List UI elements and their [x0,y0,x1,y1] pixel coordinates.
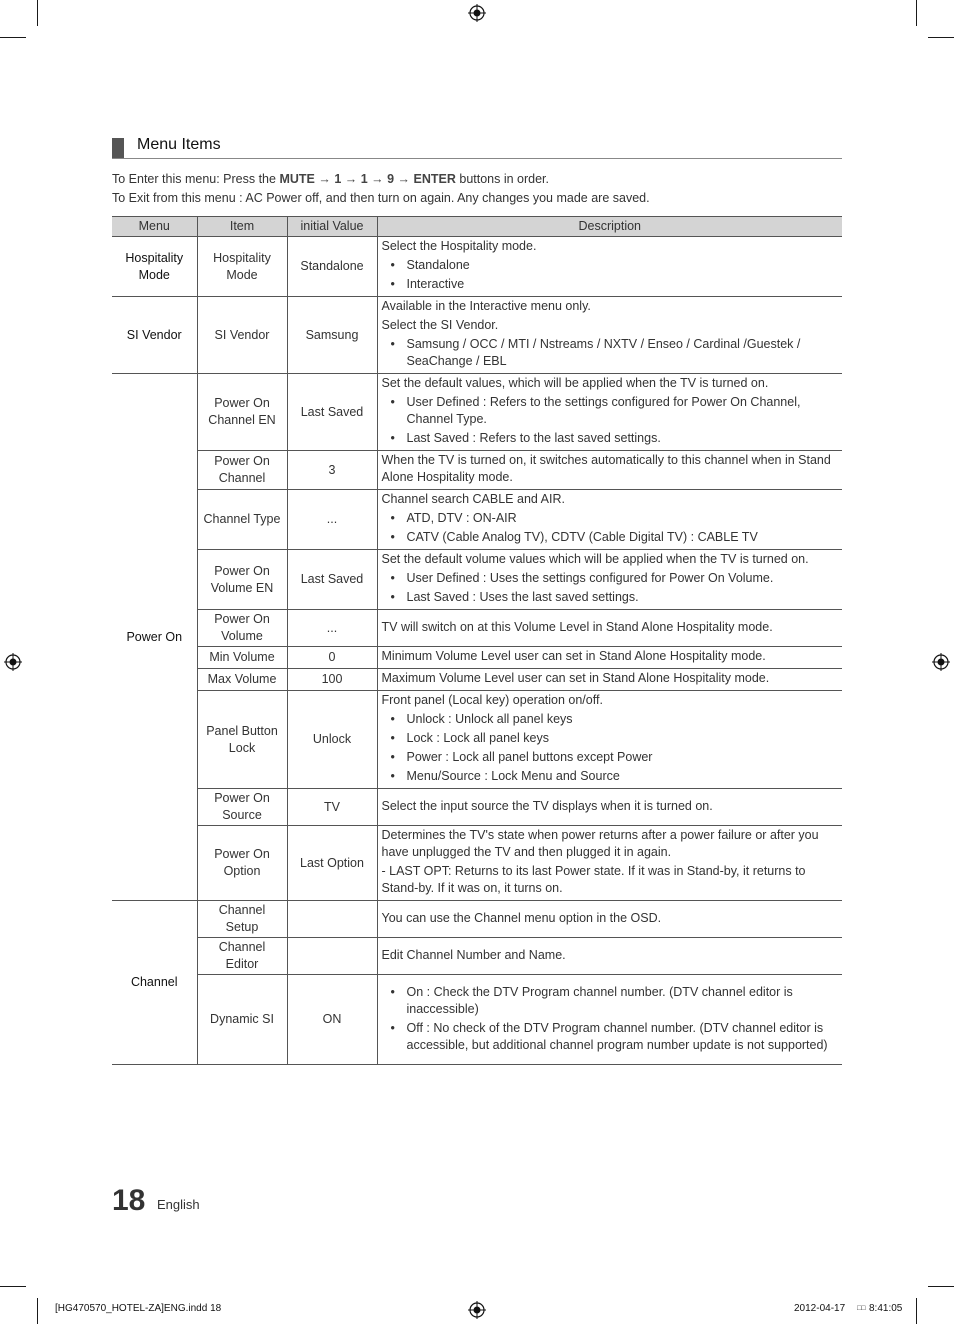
description-text: Select the SI Vendor. [381,318,499,332]
initial-value-cell [287,938,377,975]
page-language: English [157,1197,200,1212]
page-number: 18 [112,1184,146,1217]
menu-hospitality-mode: Hospitality Mode [112,237,197,297]
bullet-item: • Interactive [382,276,839,293]
description-bullets [382,570,839,606]
menu-si-vendor: SI Vendor [112,297,197,374]
enter-key: ENTER [413,172,456,186]
description-cell [377,451,842,490]
table-row [112,550,842,610]
description-cell [377,237,842,297]
item-cell: Min Volume [197,647,287,669]
crop-mark [37,0,38,26]
description-cell [377,669,842,691]
bullet-item: • Unlock : Unlock all panel keys [382,711,839,728]
description-bullets [382,510,839,546]
bullet-item: • Samsung / OCC / MTI / Nstreams / NXTV / Enseo / Cardinal /Guestek / SeaChange / EBL [382,336,839,370]
bullet-item: • Off : No check of the DTV Program channel number. (DTV channel editor is accessible, but additional channel program number update is not supported) [382,1020,839,1054]
table-row [112,451,842,490]
item-cell: Max Volume [197,669,287,691]
initial-value-cell: ... [287,610,377,647]
enter-instruction [112,171,549,187]
bullet-item: • Power : Lock all panel buttons except Power [382,749,839,766]
initial-value-cell: 3 [287,451,377,490]
description-text: Channel search CABLE and AIR. [381,492,565,506]
section-marker-bar [112,138,124,158]
initial-value-cell [287,901,377,938]
description-bullets [382,336,839,370]
description-text: When the TV is turned on, it switches automatically to this channel when in Stand Alone Hospitality mode. [381,453,831,484]
description-cell [377,490,842,550]
table-body [112,237,842,1065]
bullet-item: • Last Saved : Refers to the last saved settings. [382,430,839,447]
bullet-item: • User Defined : Uses the settings configured for Power On Volume. [382,570,839,587]
bullet-item: • Last Saved : Uses the last saved settings. [382,589,839,606]
description-bullets [382,394,839,447]
enter-text-after: buttons in order. [455,172,550,186]
table-row [112,374,842,451]
initial-value-cell: 0 [287,647,377,669]
description-cell [377,550,842,610]
item-cell: Channel Type [197,490,287,550]
bullet-item: • Standalone [382,257,839,274]
initial-value-cell: ON [287,975,377,1065]
description-text: Set the default values, which will be applied when the TV is turned on. [381,376,769,390]
description-text: TV will switch on at this Volume Level in Stand Alone Hospitality mode. [381,619,773,634]
description-text: Select the input source the TV displays when it is turned on. [381,798,713,813]
bullet-item: • ATD, DTV : ON-AIR [382,510,839,527]
description-text: You can use the Channel menu option in the OSD. [381,910,662,925]
table-header-row [112,217,842,237]
description-text: Available in the Interactive menu only. [381,299,591,313]
initial-value-cell: Unlock [287,691,377,789]
initial-value-cell: TV [287,789,377,826]
section-heading [112,136,842,159]
table-row [112,297,842,374]
crop-mark [928,1286,954,1287]
header-menu: Menu [112,217,197,237]
description-text: Minimum Volume Level user can set in Stand Alone Hospitality mode. [381,649,766,663]
table-row [112,826,842,901]
description-cell [377,297,842,374]
exit-instruction: To Exit from this menu : AC Power off, and then turn on again. Any changes you made are saved. [112,191,650,205]
bullet-item: • CATV (Cable Analog TV), CDTV (Cable Digital TV) : CABLE TV [382,529,839,546]
footer-date: 2012-04-17 [794,1303,846,1314]
initial-value-cell: Last Saved [287,550,377,610]
description-text: Edit Channel Number and Name. [381,947,566,962]
item-cell: Power On Volume [197,610,287,647]
crop-mark [916,0,917,26]
description-text: Maximum Volume Level user can set in Stand Alone Hospitality mode. [381,671,770,685]
description-text: Set the default volume values which will be applied when the TV is turned on. [381,552,809,566]
footer-time-mark: □□ [857,1305,866,1312]
table-row [112,490,842,550]
item-cell: Power On Option [197,826,287,901]
table-row [112,647,842,669]
item-cell: Panel Button Lock [197,691,287,789]
crop-mark [37,1298,38,1324]
menu-channel: Channel [112,901,197,1065]
registration-mark-icon [4,653,22,671]
item-cell: Channel Setup [197,901,287,938]
description-cell [377,938,842,975]
menu-items-table [112,216,842,1065]
description-bullets [382,984,839,1054]
table-row [112,901,842,938]
bullet-item: • Menu/Source : Lock Menu and Source [382,768,839,785]
initial-value-cell: Standalone [287,237,377,297]
crop-mark [916,1298,917,1324]
registration-mark-icon [468,4,486,22]
description-cell [377,647,842,669]
table-row [112,610,842,647]
header-item: Item [197,217,287,237]
enter-text-before: To Enter this menu: Press the [112,172,280,186]
description-text: - LAST OPT: Returns to its last Power state. If it was in Stand-by, it returns to Stand-by. If it was on, it turns on. [381,864,806,895]
bullet-item: • User Defined : Refers to the settings configured for Power On Channel, Channel Type. [382,394,839,428]
description-bullets [382,257,839,293]
footer-time: 8:41:05 [869,1303,903,1314]
item-cell: Power On Source [197,789,287,826]
crop-mark [0,1286,26,1287]
item-cell: Power On Volume EN [197,550,287,610]
description-cell [377,826,842,901]
mute-key: MUTE [279,172,315,186]
table-row [112,789,842,826]
table-row [112,237,842,297]
registration-mark-icon [468,1301,486,1319]
table-row [112,669,842,691]
description-cell [377,691,842,789]
description-text: Front panel (Local key) operation on/off. [381,693,603,707]
item-cell: SI Vendor [197,297,287,374]
initial-value-cell: Samsung [287,297,377,374]
description-text: Determines the TV's state when power returns after a power failure or after you have unplugged the TV and then plugged it in again. [381,828,819,859]
bullet-item: • Lock : Lock all panel keys [382,730,839,747]
registration-mark-icon [932,653,950,671]
crop-mark [0,37,26,38]
crop-mark [928,37,954,38]
description-cell [377,789,842,826]
description-cell [377,374,842,451]
table-row [112,938,842,975]
description-text: Select the Hospitality mode. [381,239,537,253]
item-cell: Dynamic SI [197,975,287,1065]
key-sequence: → 1 → 1 → 9 → [314,172,414,186]
item-cell: Power On Channel EN [197,374,287,451]
initial-value-cell: ... [287,490,377,550]
table-row [112,975,842,1065]
initial-value-cell: Last Option [287,826,377,901]
section-title: Menu Items [137,136,221,153]
table-row [112,691,842,789]
item-cell: Power On Channel [197,451,287,490]
footer-file-name: [HG470570_HOTEL-ZA]ENG.indd 18 [55,1303,222,1314]
initial-value-cell: 100 [287,669,377,691]
menu-power-on: Power On [112,374,197,901]
initial-value-cell: Last Saved [287,374,377,451]
header-initial-value: initial Value [287,217,377,237]
description-bullets [382,711,839,785]
header-description: Description [377,217,842,237]
description-cell [377,901,842,938]
item-cell: Hospitality Mode [197,237,287,297]
item-cell: Channel Editor [197,938,287,975]
description-cell [377,610,842,647]
description-cell [377,975,842,1065]
bullet-item: • On : Check the DTV Program channel number. (DTV channel editor is inaccessible) [382,984,839,1018]
